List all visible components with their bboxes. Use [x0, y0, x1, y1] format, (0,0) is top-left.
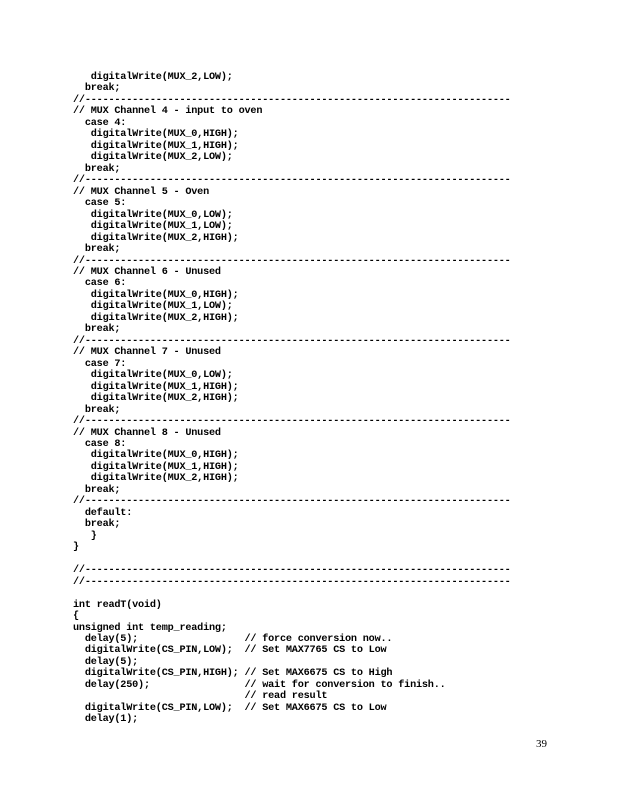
code-line: delay(5);: [73, 656, 139, 668]
code-line: delay(1);: [73, 714, 139, 726]
code-line: //------------------------------------------------------------------------: [73, 94, 511, 106]
code-line: digitalWrite(MUX_1,HIGH);: [73, 461, 239, 473]
page-number: 39: [536, 738, 547, 750]
code-line: break;: [73, 83, 121, 95]
code-line: //------------------------------------------------------------------------: [73, 416, 511, 428]
code-line: digitalWrite(CS_PIN,LOW); // Set MAX7765 CS to Low: [73, 645, 387, 657]
code-line: digitalWrite(MUX_0,HIGH);: [73, 289, 239, 301]
code-line: digitalWrite(MUX_2,HIGH);: [73, 393, 239, 405]
code-line: break;: [73, 484, 121, 496]
code-line: }: [73, 530, 97, 542]
code-line: [73, 588, 511, 599]
code-line: break;: [73, 163, 121, 175]
code-line: //------------------------------------------------------------------------: [73, 576, 511, 588]
code-line: unsigned int temp_reading;: [73, 622, 227, 634]
code-line: case 8:: [73, 439, 127, 450]
code-line: default:: [73, 507, 133, 519]
code-line: {: [73, 611, 79, 623]
code-line: digitalWrite(MUX_2,HIGH);: [73, 473, 239, 485]
code-line: // MUX Channel 5 - Oven: [73, 186, 210, 198]
code-line: case 4:: [73, 117, 127, 129]
code-line: //------------------------------------------------------------------------: [73, 175, 511, 187]
code-line: digitalWrite(MUX_0,HIGH);: [73, 129, 239, 141]
code-line: //------------------------------------------------------------------------: [73, 496, 511, 508]
code-line: break;: [73, 244, 121, 256]
code-line: // MUX Channel 7 - Unused: [73, 347, 221, 359]
code-line: digitalWrite(MUX_1,LOW);: [73, 301, 233, 313]
code-line: digitalWrite(MUX_1,HIGH);: [73, 381, 239, 393]
code-line: int readT(void): [73, 599, 162, 611]
code-line: digitalWrite(CS_PIN,LOW); // Set MAX6675 CS to Low: [73, 702, 387, 714]
code-line: digitalWrite(MUX_0,LOW);: [73, 370, 233, 382]
code-line: delay(5); // force conversion now..: [73, 633, 393, 645]
code-line: break;: [73, 324, 121, 336]
code-line: break;: [73, 519, 121, 531]
code-line: digitalWrite(MUX_2,HIGH);: [73, 232, 239, 244]
code-line: case 7:: [73, 358, 127, 370]
code-listing: [73, 72, 511, 726]
code-line: break;: [73, 404, 121, 416]
code-line: digitalWrite(MUX_1,LOW);: [73, 221, 233, 233]
code-line: // MUX Channel 4 - input to oven: [73, 106, 263, 118]
code-line: delay(250); // wait for conversion to finish..: [73, 679, 446, 691]
code-line: digitalWrite(MUX_2,LOW);: [73, 72, 233, 83]
code-line: //------------------------------------------------------------------------: [73, 335, 511, 347]
code-line: //------------------------------------------------------------------------: [73, 565, 511, 577]
code-line: digitalWrite(MUX_2,HIGH);: [73, 312, 239, 324]
code-line: //------------------------------------------------------------------------: [73, 255, 511, 267]
code-line: digitalWrite(MUX_1,HIGH);: [73, 140, 239, 152]
code-line: case 6:: [73, 278, 127, 290]
code-line: digitalWrite(CS_PIN,HIGH); // Set MAX6675 CS to High: [73, 668, 393, 680]
code-line: case 5:: [73, 198, 127, 210]
code-line: digitalWrite(MUX_0,HIGH);: [73, 450, 239, 462]
code-line: [73, 554, 511, 565]
code-line: // MUX Channel 6 - Unused: [73, 266, 221, 278]
code-line: // MUX Channel 8 - Unused: [73, 427, 221, 439]
code-line: digitalWrite(MUX_0,LOW);: [73, 209, 233, 221]
code-line: // read result: [73, 691, 328, 703]
code-line: }: [73, 542, 79, 554]
code-line: digitalWrite(MUX_2,LOW);: [73, 152, 233, 164]
